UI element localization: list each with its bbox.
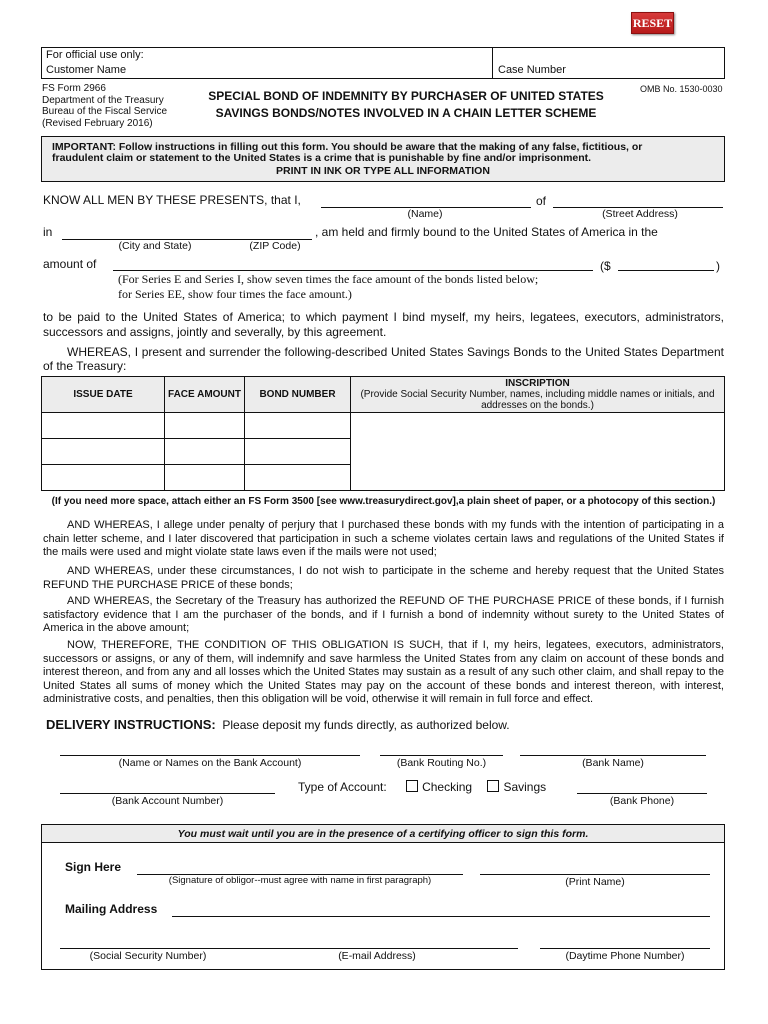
- savings-checkbox[interactable]: [487, 780, 499, 792]
- name-sublabel: (Name): [407, 208, 443, 220]
- checking-label: Checking: [422, 780, 473, 794]
- ssn-input[interactable]: [60, 935, 236, 949]
- account-names-input[interactable]: [60, 742, 360, 756]
- bond-number-header: BOND NUMBER: [245, 377, 351, 413]
- routing-number-input[interactable]: [380, 742, 503, 756]
- form-title: [186, 88, 626, 122]
- email-sublabel: (E-mail Address): [338, 950, 416, 962]
- face-amount-cell[interactable]: [165, 439, 245, 465]
- payment-paragraph: to be paid to the United States of America; to which payment I bind myself, my heirs, legatees, executors, administrators, successors and assigns, jointly and severally, by this agreement.: [43, 310, 724, 339]
- mailing-address-input[interactable]: [172, 903, 710, 917]
- omb-number: OMB No. 1530-0030: [640, 84, 723, 94]
- signature-box: [41, 824, 725, 970]
- bank-phone-sublabel: (Bank Phone): [609, 795, 675, 807]
- street-address-input[interactable]: [553, 194, 723, 208]
- account-type-label: Type of Account:: [298, 780, 387, 794]
- checking-checkbox[interactable]: [406, 780, 418, 792]
- now-therefore-paragraph: NOW, THEREFORE, THE CONDITION OF THIS OBLIGATION IS SUCH, that if I, my heirs, legatees, executors, administrators, successors or assigns, or any of them, will indemnify and save harmless the United States from any claim on account of these bonds and interest thereon, and from any and all losses which the United States may sustain as a result of any such other claim, and shall repay to the United States all sums of money which the United States may pay on the account of these bonds and interest thereon, with interest, administrative costs, and penalties, then this obligation will be void, otherwise it will remain in full force and effect.: [43, 639, 724, 705]
- routing-number-sublabel: (Bank Routing No.): [396, 757, 487, 769]
- title-line-2: SAVINGS BONDS/NOTES INVOLVED IN A CHAIN LETTER SCHEME: [215, 106, 597, 120]
- signature-input[interactable]: [137, 861, 463, 875]
- delivery-text: Please deposit my funds directly, as authorized below.: [222, 718, 510, 732]
- face-amount-header: FACE AMOUNT: [165, 377, 245, 413]
- certifying-officer-banner: You must wait until you are in the presence of a certifying officer to sign this form.: [42, 825, 724, 843]
- amount-of-label: amount of: [43, 257, 97, 271]
- held-bound-text: , am held and firmly bound to the United States of America in the: [315, 225, 658, 239]
- dollar-close: ): [716, 259, 720, 273]
- city-state-sublabel: (City and State): [118, 240, 192, 252]
- signature-sublabel: (Signature of obligor--must agree with name in first paragraph): [168, 875, 432, 886]
- issue-date-header: ISSUE DATE: [42, 377, 165, 413]
- revised-date: (Revised February 2016): [42, 117, 153, 129]
- more-space-note: (If you need more space, attach either an FS Form 3500 [see www.treasurydirect.gov],a plain sheet of paper, or a photocopy of this section.): [51, 496, 716, 507]
- zip-code-sublabel: (ZIP Code): [249, 240, 301, 252]
- street-address-sublabel: (Street Address): [602, 208, 678, 220]
- department: Department of the Treasury: [42, 94, 164, 106]
- city-state-zip-input[interactable]: [62, 226, 312, 240]
- email-input[interactable]: [236, 935, 518, 949]
- whereas-secretary-paragraph: AND WHEREAS, the Secretary of the Treasury has authorized the REFUND OF THE PURCHASE PRICE of these bonds, if I furnish satisfactory evidence that I am the purchaser of the bonds, and if I furnish a bond of indemnity without surety to the United States of America in the above amount;: [43, 595, 724, 634]
- account-type: [298, 780, 546, 794]
- customer-name-label: Customer Name: [46, 64, 127, 76]
- account-number-sublabel: (Bank Account Number): [111, 795, 224, 807]
- print-name-sublabel: (Print Name): [565, 876, 625, 888]
- bureau: Bureau of the Fiscal Service: [42, 106, 168, 117]
- series-note: [118, 272, 538, 302]
- important-line-1: IMPORTANT: Follow instructions in filling out this form. You should be aware that the making of any false, fictitious, or: [52, 141, 643, 153]
- whereas-present-paragraph: WHEREAS, I present and surrender the following-described United States Savings Bonds to the United States Department of the Treasury:: [43, 345, 724, 373]
- daytime-phone-sublabel: (Daytime Phone Number): [565, 950, 685, 962]
- title-line-1: SPECIAL BOND OF INDEMNITY BY PURCHASER OF UNITED STATES: [208, 89, 604, 103]
- sign-here-label: Sign Here: [65, 860, 122, 874]
- issue-date-cell[interactable]: [42, 413, 165, 439]
- reset-button[interactable]: RESET: [631, 12, 674, 34]
- print-in-ink-notice: PRINT IN INK OR TYPE ALL INFORMATION: [276, 165, 490, 177]
- series-note-line-1: (For Series E and Series I, show seven times the face amount of the bonds listed below;: [118, 272, 539, 286]
- face-amount-cell[interactable]: [165, 465, 245, 491]
- account-number-input[interactable]: [60, 780, 275, 794]
- dollar-open: ($: [600, 259, 611, 273]
- inscription-header: [351, 377, 725, 413]
- important-notice: [41, 136, 725, 182]
- face-amount-cell[interactable]: [165, 413, 245, 439]
- series-note-line-2: for Series EE, show four times the face amount.): [118, 287, 352, 301]
- bond-number-cell[interactable]: [245, 465, 351, 491]
- form-info: [42, 83, 167, 129]
- know-all-intro: KNOW ALL MEN BY THESE PRESENTS, that I,: [43, 193, 301, 207]
- form-number: FS Form 2966: [42, 83, 106, 94]
- inscription-title: INSCRIPTION: [505, 378, 570, 389]
- issue-date-cell[interactable]: [42, 439, 165, 465]
- mailing-address-label: Mailing Address: [65, 902, 158, 916]
- checking-option[interactable]: [406, 780, 472, 794]
- important-line-2: fraudulent claim or statement to the United States is a crime that is punishable by fine and/or imprisonment.: [52, 152, 592, 164]
- inscription-cell[interactable]: [351, 413, 725, 491]
- bank-name-sublabel: (Bank Name): [582, 757, 644, 769]
- whereas-refund-paragraph: AND WHEREAS, under these circumstances, I do not wish to participate in the scheme and hereby request that the United States REFUND THE PURCHASE PRICE of these bonds;: [43, 565, 724, 591]
- print-name-input[interactable]: [480, 861, 710, 875]
- account-names-sublabel: (Name or Names on the Bank Account): [118, 757, 302, 769]
- in-label: in: [43, 225, 53, 239]
- bond-number-cell[interactable]: [245, 413, 351, 439]
- official-use-heading: For official use only:: [46, 49, 144, 61]
- amount-dollars-input[interactable]: [618, 257, 714, 271]
- ssn-sublabel: (Social Security Number): [89, 950, 207, 962]
- bonds-table: [41, 376, 725, 491]
- delivery-heading: DELIVERY INSTRUCTIONS:: [46, 717, 216, 732]
- delivery-instructions: [46, 717, 510, 732]
- savings-option[interactable]: [487, 780, 546, 794]
- amount-words-input[interactable]: [113, 257, 593, 271]
- case-number-label: Case Number: [498, 64, 566, 76]
- savings-label: Savings: [503, 780, 547, 794]
- of-label: of: [536, 194, 547, 208]
- issue-date-cell[interactable]: [42, 465, 165, 491]
- bank-name-input[interactable]: [520, 742, 706, 756]
- table-row: [42, 413, 725, 439]
- whereas-perjury-paragraph: AND WHEREAS, I allege under penalty of perjury that I purchased these bonds with my funds with the intention of participating in a chain letter scheme, and I later discovered that participation in such a scheme violates certain laws and regulations of the United States if the mails were used and might violate state laws even if the mails were not used;: [43, 519, 724, 558]
- obligor-name-input[interactable]: [321, 194, 531, 208]
- inscription-note: (Provide Social Security Number, names, including middle names or initials, and addresses on the bonds.): [360, 389, 715, 411]
- bank-phone-input[interactable]: [577, 780, 707, 794]
- official-use-box: [41, 47, 725, 79]
- bond-number-cell[interactable]: [245, 439, 351, 465]
- daytime-phone-input[interactable]: [540, 935, 710, 949]
